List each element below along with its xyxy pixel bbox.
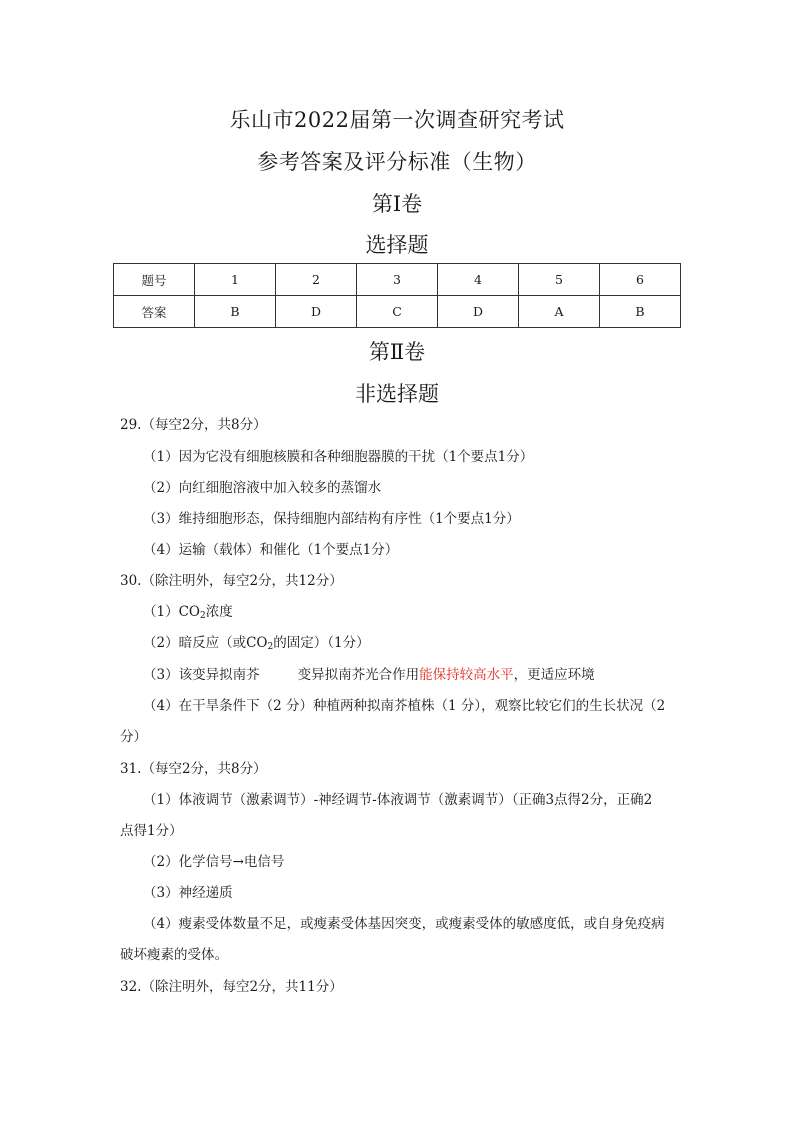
q30-heading: 30.（除注明外，每空2分，共12分） xyxy=(120,573,343,589)
q32-heading: 32.（除注明外，每空2分，共11分） xyxy=(120,979,343,995)
q30-a2-text: （2）暗反应（或CO xyxy=(143,635,268,651)
section-multiple-choice-heading: 选择题 xyxy=(365,233,429,257)
row-label-number: 题号 xyxy=(114,264,195,296)
volume-2-heading: 第Ⅱ卷 xyxy=(368,340,426,364)
q30-answer-4: （4）在干旱条件下（2 分）种植两种拟南芥植株（1 分），观察比较它们的生长状况（2 xyxy=(143,698,666,714)
volume-1-heading: 第Ⅰ卷 xyxy=(371,192,423,216)
question-number-cell: 2 xyxy=(276,264,357,296)
q30-answer-3 xyxy=(143,666,595,684)
answer-cell: B xyxy=(600,296,681,328)
q30-answer-1 xyxy=(143,603,233,625)
question-number-cell: 3 xyxy=(357,264,438,296)
subscript: 2 xyxy=(267,642,274,652)
subscript: 2 xyxy=(200,611,206,621)
q30-a3-highlight: 能保持较高水平 xyxy=(419,667,514,683)
table-row-numbers xyxy=(114,264,681,296)
document-title: 乐山市2022届第一次调查研究考试 xyxy=(229,108,565,132)
q31-heading: 31.（每空2分，共8分） xyxy=(120,761,267,777)
q29-answer-2: （2）向红细胞溶液中加入较多的蒸馏水 xyxy=(143,480,382,496)
q30-a3-text: （3）该变异拟南芥 xyxy=(143,667,260,683)
document-subtitle: 参考答案及评分标准（生物） xyxy=(257,150,537,174)
q30-a1-text: （1）CO xyxy=(143,604,200,620)
question-number-cell: 5 xyxy=(519,264,600,296)
answer-cell: A xyxy=(519,296,600,328)
question-number-cell: 4 xyxy=(438,264,519,296)
answer-cell: D xyxy=(276,296,357,328)
q29-answer-3: （3）维持细胞形态，保持细胞内部结构有序性（1个要点1分） xyxy=(143,511,520,527)
table-row-answers xyxy=(114,296,681,328)
q31-answer-4: （4）瘦素受体数量不足，或瘦素受体基因突变，或瘦素受体的敏感度低，或自身免疫病 xyxy=(143,916,665,932)
section-non-choice-heading: 非选择题 xyxy=(355,382,439,406)
q29-answer-1: （1）因为它没有细胞核膜和各种细胞器膜的干扰（1个要点1分） xyxy=(143,449,534,465)
answer-cell: D xyxy=(438,296,519,328)
q31-answer-1-cont: 点得1分） xyxy=(120,823,183,839)
answer-cell: C xyxy=(357,296,438,328)
q31-answer-3: （3）神经递质 xyxy=(143,885,233,901)
question-number-cell: 1 xyxy=(195,264,276,296)
q30-answer-2 xyxy=(143,634,370,656)
q30-a1-text: 浓度 xyxy=(205,604,233,620)
q31-answer-1: （1）体液调节（激素调节）-神经调节-体液调节（激素调节）（正确3点得2分，正确2 xyxy=(143,792,653,808)
q30-answer-4-cont: 分） xyxy=(120,729,147,745)
answer-table xyxy=(113,263,681,328)
answer-cell: B xyxy=(195,296,276,328)
q31-answer-2: （2）化学信号→电信号 xyxy=(143,854,285,870)
q31-answer-4-cont: 破坏瘦素的受体。 xyxy=(120,947,228,963)
q29-heading: 29.（每空2分，共8分） xyxy=(120,417,267,433)
q30-a2-text: 的固定）（1分） xyxy=(273,635,370,651)
row-label-answer: 答案 xyxy=(114,296,195,328)
q30-a3-text: ，更适应环境 xyxy=(513,667,595,683)
q29-answer-4: （4）运输（载体）和催化（1个要点1分） xyxy=(143,542,399,558)
q30-a3-text: 变异拟南芥光合作用 xyxy=(297,667,420,683)
question-number-cell: 6 xyxy=(600,264,681,296)
